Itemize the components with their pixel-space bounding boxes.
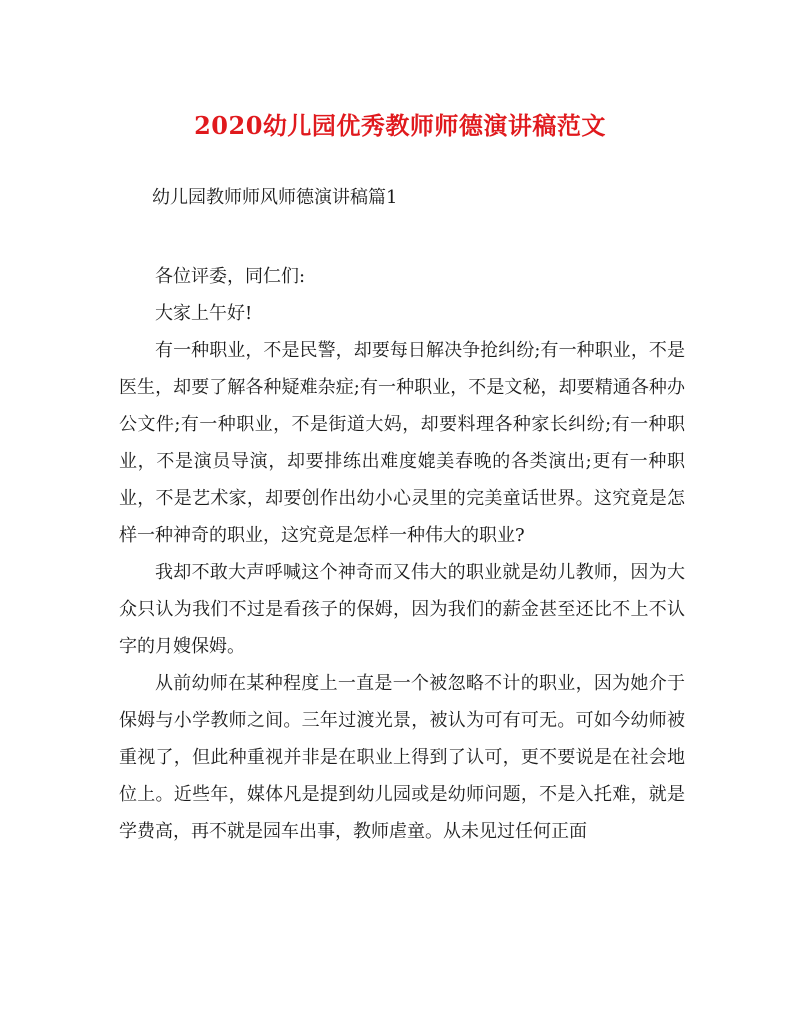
paragraph-history: 从前幼师在某种程度上一直是一个被忽略不计的职业，因为她介于保姆与小学教师之间。三年过渡光景，被认为可有可无。可如今幼师被重视了，但此种重视并非是在职业上得到了认可，更不要说是在社会地位上。近些年，媒体凡是提到幼儿园或是幼师问题，不是入托难，就是学费高，再不就是园车出事，教师虐童。从未见过任何正面: [119, 673, 685, 842]
document-subtitle: 幼儿园教师师风师德演讲稿篇1: [152, 187, 398, 208]
paragraph-salutation: 大家上午好!: [155, 303, 253, 324]
document-title: 2020幼儿园优秀教师师德演讲稿范文: [194, 111, 606, 140]
paragraph-profession: 有一种职业，不是民警，却要每日解决争抢纠纷;有一种职业，不是医生，却要了解各种疑难杂症;有一种职业，不是文秘，却要精通各种办公文件;有一种职业，不是街道大妈，却要料理各种家长纠纷;有一种职业，不是演员导演，却要排练出难度媲美春晚的各类演出;更有一种职业，不是艺术家，却要创作出幼小心灵里的完美童话世界。这究竟是怎样一种神奇的职业，这究竟是怎样一种伟大的职业?: [119, 340, 685, 546]
document-body: [119, 258, 685, 850]
paragraph-kindergarten-teacher: 我却不敢大声呼喊这个神奇而又伟大的职业就是幼儿教师，因为大众只认为我们不过是看孩子的保姆，因为我们的薪金甚至还比不上不认字的月嫂保姆。: [119, 562, 685, 657]
paragraph-greeting: 各位评委，同仁们:: [155, 266, 306, 287]
